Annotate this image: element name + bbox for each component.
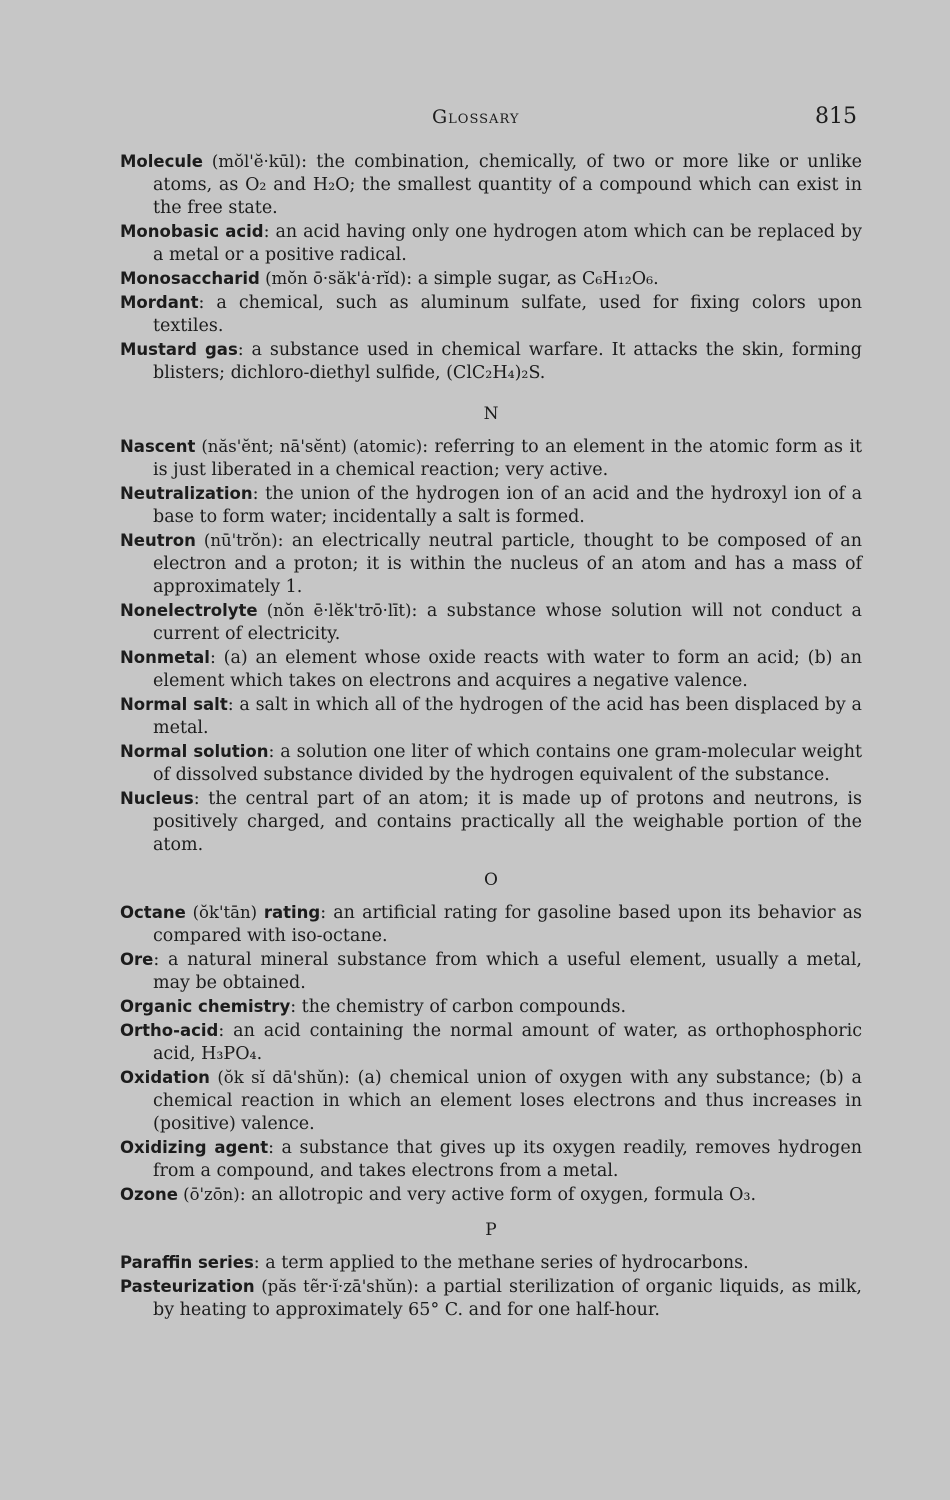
entry-term: Ore — [120, 950, 154, 969]
entry-term: Oxidation — [120, 1068, 210, 1087]
glossary-entry — [120, 1019, 862, 1066]
entry-term: Neutron — [120, 531, 196, 550]
glossary-entry — [120, 693, 862, 740]
entry-definition: : a term applied to the methane series of hydrocarbons. — [253, 1253, 749, 1273]
entry-term: Normal salt — [120, 695, 228, 714]
entry-definition: : a simple sugar, as C₆H₁₂O₆. — [406, 269, 659, 289]
glossary-entry — [120, 1275, 862, 1322]
entry-term: Octane — [120, 903, 186, 922]
section-heading-p: P — [485, 1220, 497, 1240]
glossary-entry — [120, 599, 862, 646]
entry-term: Nonmetal — [120, 648, 210, 667]
entry-term: Pasteurization — [120, 1277, 255, 1296]
entry-term: Nucleus — [120, 789, 194, 808]
running-title: Glossary — [432, 106, 520, 128]
glossary-entry — [120, 1066, 862, 1136]
entry-term: Molecule — [120, 152, 203, 171]
glossary-entry — [120, 995, 862, 1019]
glossary-entry — [120, 291, 862, 338]
entry-pronunciation: (năs'ĕnt; nā'sĕnt) (atomic) — [195, 437, 423, 456]
entry-pronunciation: (nŏn ē·lĕk'trō·līt) — [257, 601, 412, 620]
entry-pronunciation: (mŏl'ĕ·kūl) — [202, 152, 302, 171]
glossary-entry — [120, 948, 862, 995]
entry-term: Normal solution — [120, 742, 269, 761]
entry-definition: : a substance whose solution will not conduct a current of electricity. — [153, 601, 862, 644]
entry-term: Monosaccharid — [120, 269, 260, 288]
entry-term: Mustard gas — [120, 340, 238, 359]
glossary-entry — [120, 267, 862, 291]
running-head — [0, 106, 950, 136]
entry-term: Ortho-acid — [120, 1021, 219, 1040]
entry-definition: : an acid containing the normal amount of water, as orthophosphoric acid, H₃PO₄. — [153, 1021, 862, 1064]
glossary-entry — [120, 482, 862, 529]
entry-term: Nonelectrolyte — [120, 601, 258, 620]
entry-definition: : (a) chemical union of oxygen with any substance; (b) a chemical reaction in which an element loses electrons and thus increases in (positive) valence. — [153, 1068, 862, 1134]
glossary-entries — [120, 150, 862, 1322]
glossary-entry — [120, 529, 862, 599]
entry-definition: : a substance used in chemical warfare. It attacks the skin, forming blisters; dichloro-diethyl sulfide, (ClC₂H₄)₂S. — [153, 340, 863, 383]
entry-term: Neutralization — [120, 484, 253, 503]
glossary-entry — [120, 1183, 862, 1207]
glossary-entry — [120, 435, 862, 482]
glossary-entry — [120, 901, 862, 948]
glossary-entry — [120, 1136, 862, 1183]
entry-definition: : the chemistry of carbon compounds. — [290, 997, 627, 1017]
entry-definition: : the combination, chemically, of two or more like or unlike atoms, as O₂ and H₂O; the smallest quantity of a compound which can exist in the free state. — [153, 152, 862, 218]
entry-term: Nascent — [120, 437, 196, 456]
entry-definition: : the central part of an atom; it is made up of protons and neutrons, is positively charged, and contains practically all the weighable portion of the atom. — [153, 789, 862, 855]
entry-definition: : a solution one liter of which contains one gram-molecular weight of dissolved substance divided by the hydrogen equivalent of the substance. — [153, 742, 863, 785]
entry-term-continued: rating — [263, 903, 321, 922]
entry-pronunciation: (păs tẽr·ĭ·zā'shŭn) — [254, 1277, 414, 1296]
glossary-entry — [120, 787, 862, 857]
entry-definition: : an electrically neutral particle, thought to be composed of an electron and a proton; it is within the nucleus of an atom and has a mass of approximately 1. — [153, 531, 862, 597]
entry-pronunciation: (ō'zōn) — [177, 1185, 240, 1204]
entry-definition: : the union of the hydrogen ion of an acid and the hydroxyl ion of a base to form water; incidentally a salt is formed. — [153, 484, 862, 527]
entry-term: Oxidizing agent — [120, 1138, 269, 1157]
entry-definition: : a salt in which all of the hydrogen of the acid has been displaced by a metal. — [153, 695, 862, 738]
entry-pronunciation: (ŏk sĭ dā'shŭn) — [209, 1068, 345, 1087]
entry-term: Monobasic acid — [120, 222, 264, 241]
entry-pronunciation: (ŏk'tān) — [185, 903, 264, 922]
glossary-entry — [120, 338, 862, 385]
glossary-entry — [120, 740, 862, 787]
entry-definition: : a chemical, such as aluminum sulfate, used for fixing colors upon textiles. — [153, 293, 862, 336]
entry-definition: : a partial sterilization of organic liquids, as milk, by heating to approximately 65° C. and for one half-hour. — [153, 1277, 862, 1320]
entry-pronunciation: (mŏn ō·săk'ȧ·rĭd) — [259, 269, 407, 288]
entry-pronunciation: (nū'trŏn) — [195, 531, 278, 550]
entry-term: Ozone — [120, 1185, 178, 1204]
section-heading-n: N — [483, 404, 499, 424]
entry-definition: : (a) an element whose oxide reacts with water to form an acid; (b) an element which takes on electrons and acquires a negative valence. — [153, 648, 862, 691]
entry-definition: : an artificial rating for gasoline based upon its behavior as compared with iso-octane. — [153, 903, 862, 946]
entry-definition: : an allotropic and very active form of oxygen, formula O₃. — [239, 1185, 757, 1205]
section-heading-o: O — [484, 870, 498, 890]
glossary-entry — [120, 220, 862, 267]
entry-definition: : a natural mineral substance from which a useful element, usually a metal, may be obtained. — [153, 950, 862, 993]
entry-term: Paraffin series — [120, 1253, 254, 1272]
glossary-entry — [120, 150, 862, 220]
entry-definition: : a substance that gives up its oxygen readily, removes hydrogen from a compound, and takes electrons from a metal. — [153, 1138, 863, 1181]
glossary-entry — [120, 1251, 862, 1275]
glossary-entry — [120, 646, 862, 693]
entry-definition: : referring to an element in the atomic form as it is just liberated in a chemical reaction; very active. — [153, 437, 862, 480]
entry-definition: : an acid having only one hydrogen atom which can be replaced by a metal or a positive radical. — [153, 222, 862, 265]
entry-term: Mordant — [120, 293, 199, 312]
page-number: 815 — [815, 104, 857, 129]
entry-term: Organic chemistry — [120, 997, 291, 1016]
